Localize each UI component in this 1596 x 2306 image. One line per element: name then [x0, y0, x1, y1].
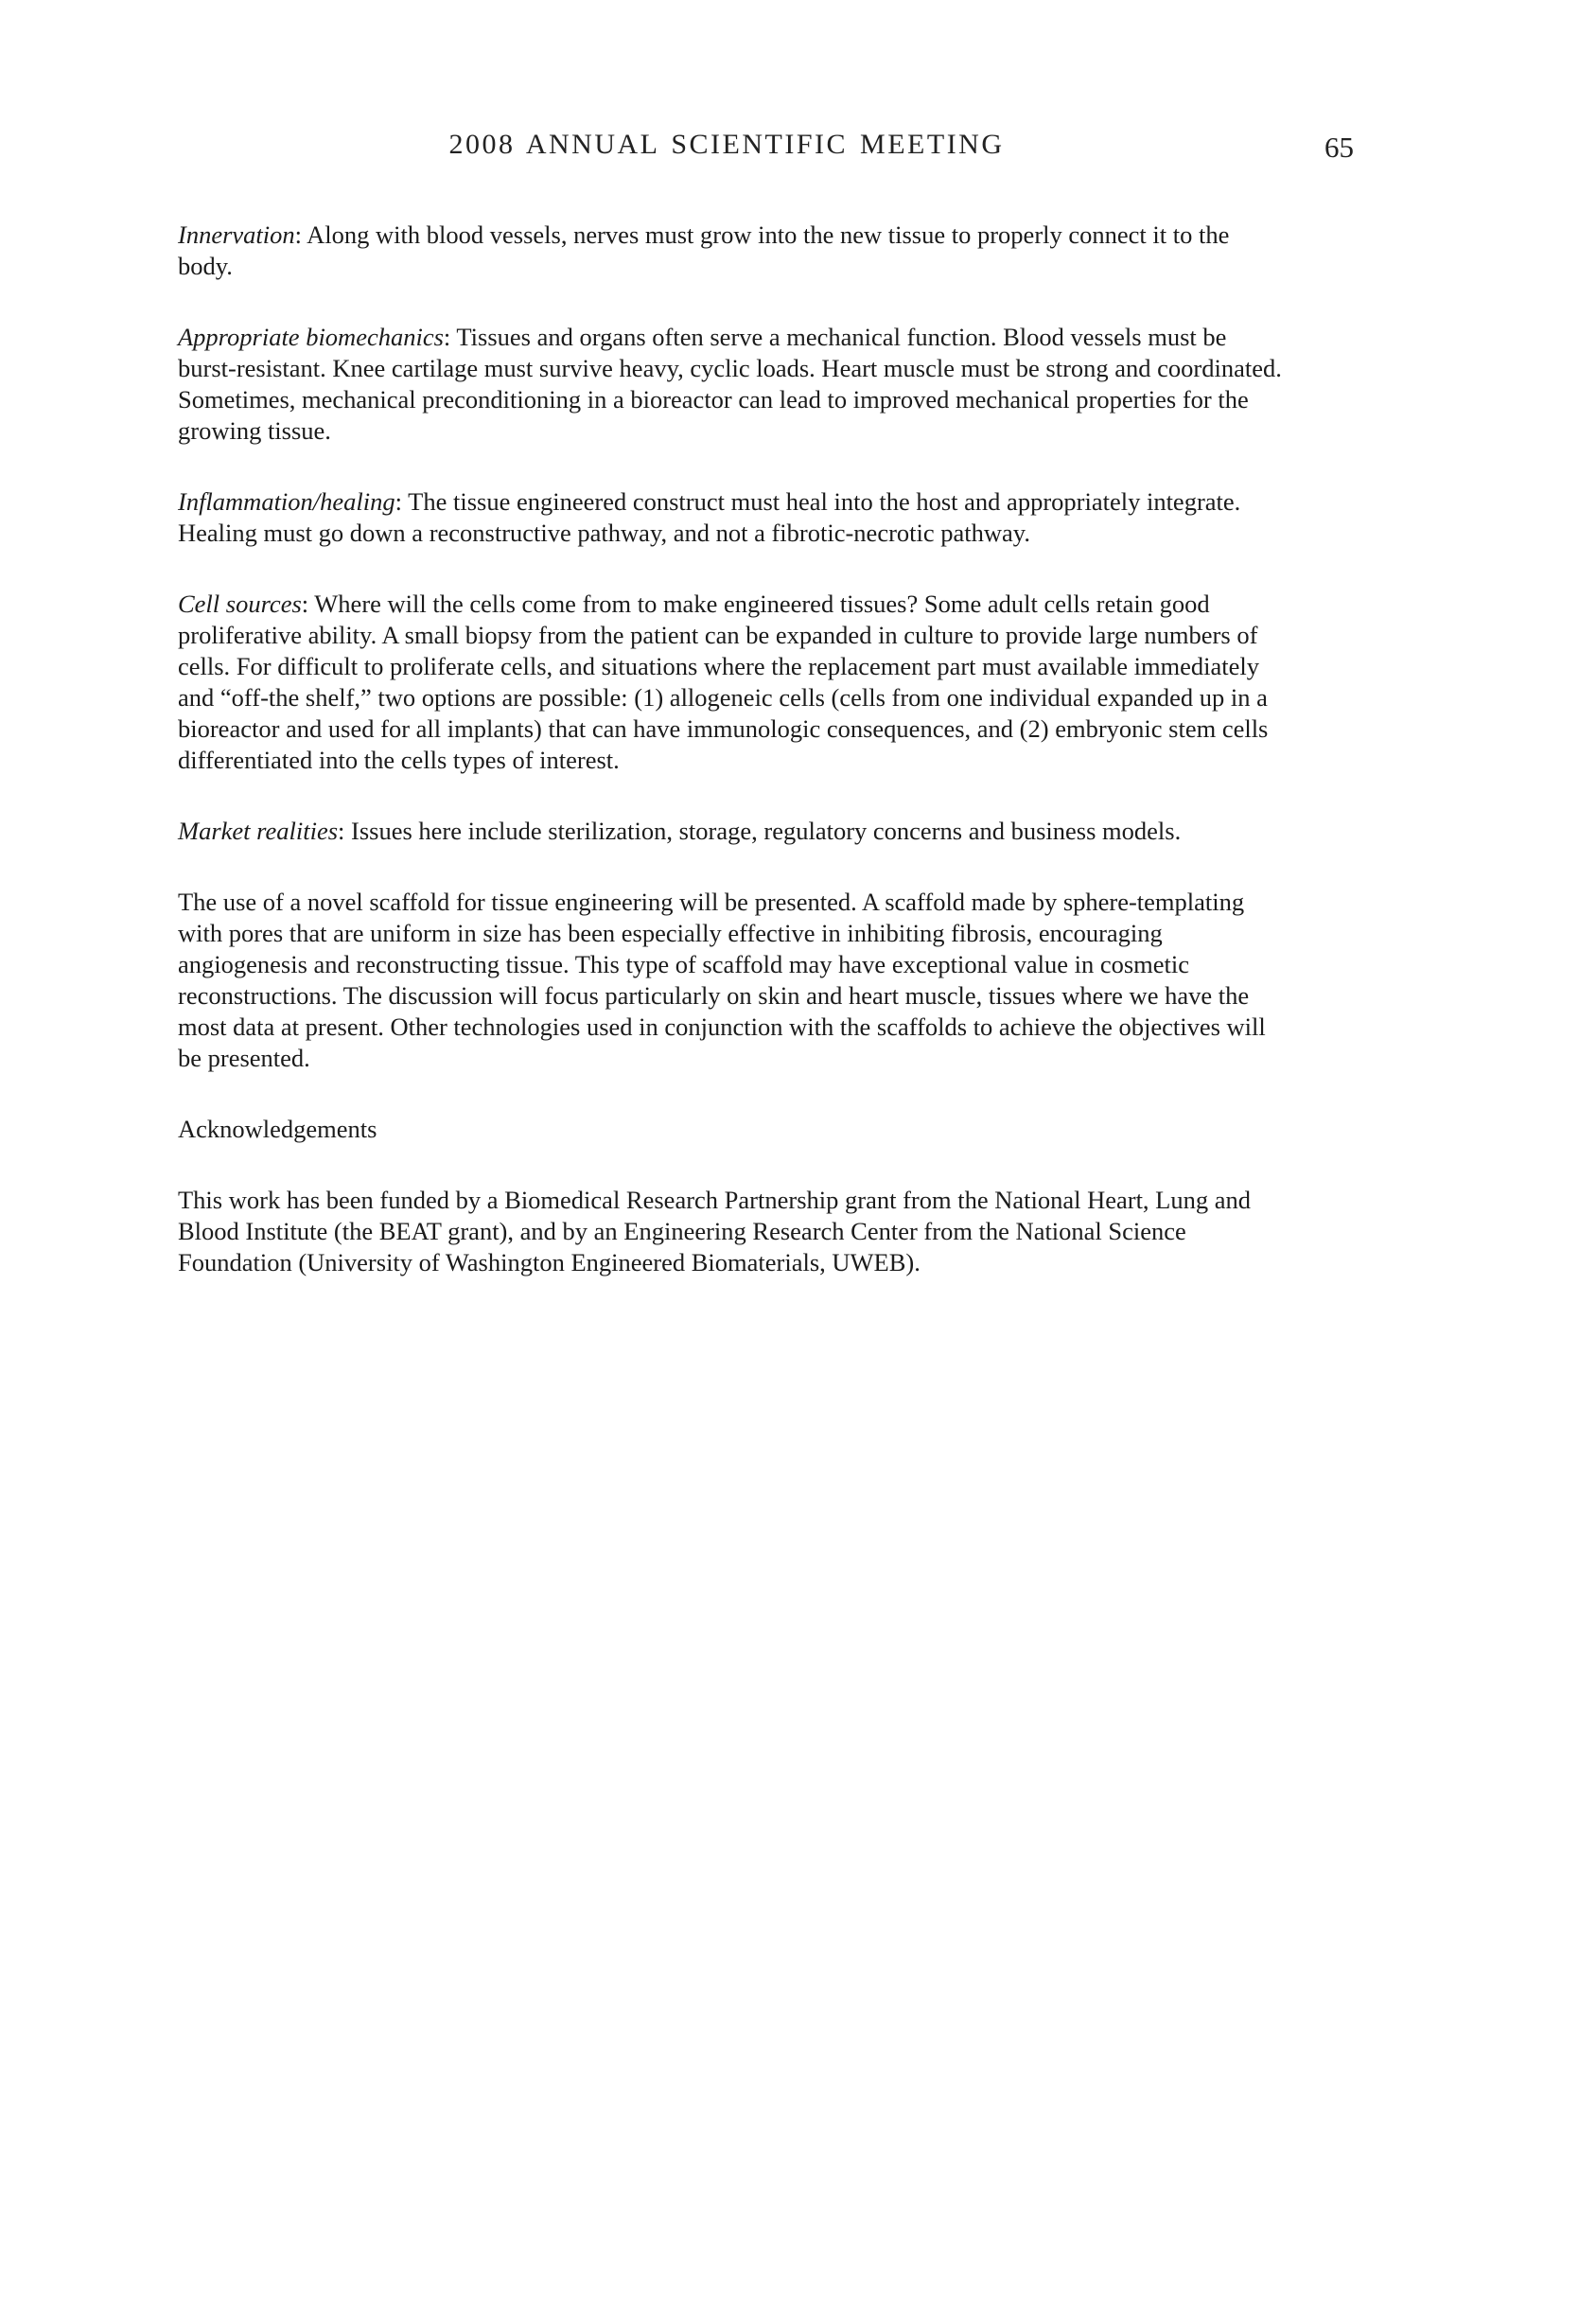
paragraph-text: : Where will the cells come from to make engineered tissues? Some adult cells retain good proliferative ability. A small biopsy from the patient can be expanded in culture to provide large numbers of cells. For difficult to proliferate cells, and situations where the replacement part must available immediately and “off-the shelf,” two options are possible: (1) allogeneic cells (cells from one individual expanded up in a bioreactor and used for all implants) that can have immunologic consequences, and (2) embryonic stem cells differentiated into the cells types of interest. [178, 590, 1269, 774]
paragraph-text: The use of a novel scaffold for tissue engineering will be presented. A scaffold made by sphere-templating with pores that are uniform in size has been especially effective in inhibiting fibrosis, encouraging angiogenesis and reconstructing tissue. This type of scaffold may have exceptional value in cosmetic reconstructions. The discussion will focus particularly on skin and heart muscle, tissues where we have the most data at present. Other technologies used in conjunction with the scaffolds to achieve the objectives will be presented. [178, 888, 1266, 1072]
paragraph-lead: Market realities [178, 817, 339, 845]
paragraph-market-realities [178, 816, 1289, 847]
paragraph-lead: Innervation [178, 220, 295, 249]
paragraph-text: : Along with blood vessels, nerves must grow into the new tissue to properly connect it to the body. [178, 220, 1230, 280]
paragraph-funding [178, 1185, 1289, 1278]
paragraph-text: : The tissue engineered construct must heal into the host and appropriately integrate. Healing must go down a reconstructive pathway, and not a fibrotic-necrotic pathway. [178, 487, 1241, 547]
paragraph-lead: Appropriate biomechanics [178, 323, 444, 351]
paragraph-lead: Inflammation/healing [178, 487, 395, 516]
section-heading-acknowledgements [178, 1114, 1289, 1145]
paragraph-text: : Tissues and organs often serve a mechanical function. Blood vessels must be burst-resistant. Knee cartilage must survive heavy, cyclic loads. Heart muscle must be strong and coordinated. Sometimes, mechanical preconditioning in a bioreactor can lead to improved mechanical properties for the growing tissue. [178, 323, 1282, 445]
page-header-title: 2008 ANNUAL SCIENTIFIC MEETING [448, 129, 1005, 160]
paragraph-text: : Issues here include sterilization, storage, regulatory concerns and business models. [338, 817, 1182, 845]
paragraph-lead: Cell sources [178, 590, 302, 618]
paragraph-scaffold-summary [178, 887, 1289, 1074]
paragraph-cell-sources [178, 589, 1289, 776]
document-body [178, 220, 1289, 1318]
heading-text: Acknowledgements [178, 1115, 377, 1143]
paragraph-appropriate-biomechanics [178, 322, 1289, 447]
paragraph-inflammation-healing [178, 486, 1289, 549]
paragraph-text: This work has been funded by a Biomedical Research Partnership grant from the National Heart, Lung and Blood Institute (the BEAT grant), and by an Engineering Research Center from the National Science Foundation (University of Washington Engineered Biomaterials, UWEB). [178, 1186, 1252, 1276]
paragraph-innervation [178, 220, 1289, 282]
page-number: 65 [1324, 131, 1354, 164]
